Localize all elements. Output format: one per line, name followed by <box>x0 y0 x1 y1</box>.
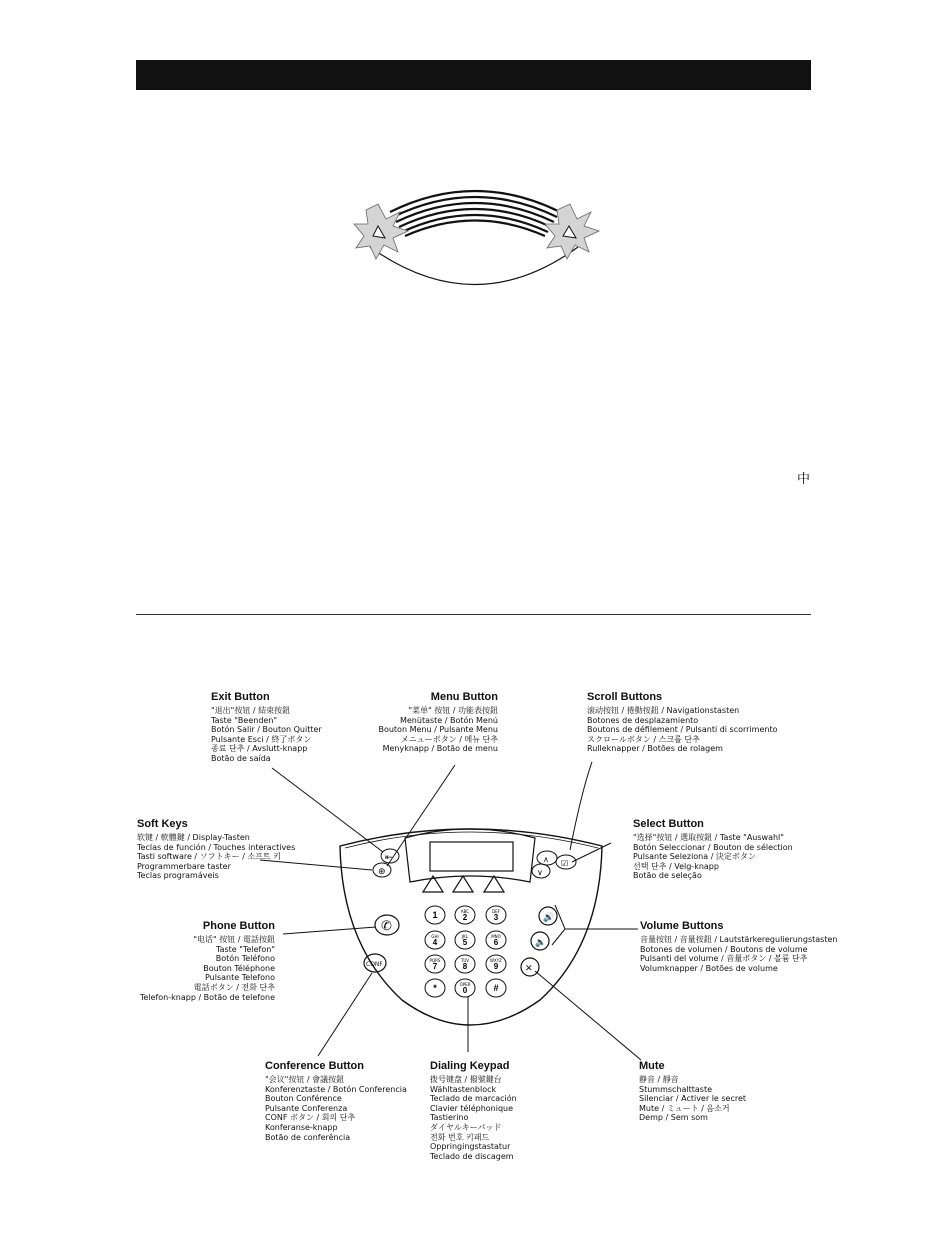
speaker-arc-illustration <box>370 191 578 285</box>
callout-title: Soft Keys <box>137 818 188 830</box>
mute-callout <box>639 1060 746 1123</box>
keypad-key-letters: JKL <box>461 934 469 939</box>
callout-line: メニューボタン / 메뉴 단추 <box>400 734 498 744</box>
flash-icon <box>545 204 599 259</box>
conference-button-callout <box>265 1060 407 1142</box>
callout-line: Botones de desplazamiento <box>587 715 699 725</box>
callout-line: Botão de seleção <box>633 871 702 881</box>
keypad-key-letters: WXYZ <box>490 958 502 963</box>
callout-line: Botón Teléfono <box>215 954 275 964</box>
keypad-key-number: 3 <box>493 913 499 922</box>
keypad-key-number: 0 <box>462 986 468 995</box>
callout-line: Botão de saída <box>211 753 271 763</box>
callout-line: Boutons de défilement / Pulsanti di scorrimento <box>587 725 778 735</box>
console-top-rim <box>345 832 598 848</box>
callout-line: Clavier téléphonique <box>430 1103 514 1113</box>
leader-lines <box>260 762 641 1060</box>
keypad-key[interactable] <box>455 979 475 997</box>
exit-button-callout <box>211 691 322 764</box>
callout-line: Pulsante Esci / 終了ボタン <box>211 734 312 744</box>
callout-line: Programmerbare taster <box>137 861 231 871</box>
dialing-keypad <box>425 906 506 997</box>
callout-line: Botones de volumen / Boutons de volume <box>640 944 808 954</box>
keypad-key-number: 1 <box>432 910 438 920</box>
callout-line: "会议"按钮 / 會議按鈕 <box>265 1075 345 1084</box>
phone-handset-icon: ✆ <box>381 919 392 934</box>
phone-button-callout <box>140 920 275 1002</box>
callout-title: Exit Button <box>211 691 270 703</box>
callout-line: Volumknapper / Botões de volume <box>640 963 778 973</box>
keypad-key-letters: TUV <box>460 958 470 963</box>
callout-line: Pulsante Conferenza <box>265 1103 348 1113</box>
select-button-callout <box>633 818 793 881</box>
keypad-key[interactable] <box>455 955 475 973</box>
callout-title: Volume Buttons <box>640 920 724 932</box>
volume-buttons-callout <box>640 920 837 973</box>
callout-line: Wähltastenblock <box>430 1084 497 1094</box>
callout-title: Conference Button <box>265 1060 364 1072</box>
speaker-low-icon: 🔈 <box>535 938 547 948</box>
callout-line: Rulleknapper / Botões de rolagem <box>587 744 723 754</box>
callout-line: Demp / Sem som <box>639 1113 708 1123</box>
callout-line: Menütaste / Botón Menú <box>399 715 498 725</box>
callout-line: Mute / ミュート / 음소거 <box>639 1103 730 1113</box>
callout-title: Select Button <box>633 818 704 830</box>
callout-line: "菜单" 按钮 / 功能表按鈕 <box>408 706 498 715</box>
callout-title: Dialing Keypad <box>430 1060 510 1072</box>
keypad-key-number: 5 <box>462 938 468 947</box>
select-icon: ☑ <box>561 859 569 868</box>
callout-line: 软键 / 軟體鍵 / Display-Tasten <box>137 833 250 842</box>
callout-line: Teclas programáveis <box>137 871 219 881</box>
callout-line: Oppringingstastatur <box>430 1142 511 1152</box>
callout-line: Bouton Téléphone <box>203 963 275 973</box>
keypad-key-number: 7 <box>432 962 438 971</box>
keypad-key-letters: DEF <box>492 909 500 914</box>
callout-line: 종료 단추 / Avslutt-knapp <box>211 744 308 754</box>
callout-line: Tastierino <box>430 1113 469 1123</box>
scroll-buttons-callout <box>587 691 778 754</box>
keypad-key[interactable] <box>455 931 475 949</box>
callout-line: 音量按钮 / 音量按鈕 / Lautstärkeregulierungstasten <box>640 935 838 944</box>
keypad-key[interactable] <box>425 906 445 924</box>
scroll-up-icon: ∧ <box>543 855 549 864</box>
keypad-key-letters: MNO <box>491 934 501 939</box>
soft-key-middle[interactable] <box>453 876 473 892</box>
callout-line: 拨号键盘 / 撥號鍵台 <box>430 1075 502 1084</box>
keypad-key[interactable] <box>425 955 445 973</box>
callout-line: Teclas de función / Touches interactives <box>137 842 296 852</box>
callout-line: 선택 단추 / Velg-knapp <box>633 861 719 871</box>
callout-line: Menyknapp / Botão de menu <box>382 744 498 754</box>
callout-line: Bouton Conférence <box>265 1094 342 1104</box>
callout-line: 電話ボタン / 전화 단추 <box>193 982 275 992</box>
callout-line: 滚动按钮 / 捲動按鈕 / Navigationstasten <box>587 706 740 715</box>
flash-icon <box>354 204 408 259</box>
callout-line: Teclado de discagem <box>430 1151 514 1161</box>
display-screen <box>430 842 513 871</box>
callout-line: "选择"按钮 / 選取按鈕 / Taste "Auswahl" <box>633 833 784 842</box>
keypad-key-number: # <box>493 983 499 993</box>
keypad-key[interactable] <box>486 931 506 949</box>
callout-line: Taste "Telefon" <box>216 944 275 954</box>
keypad-key-number: 2 <box>462 913 468 922</box>
callout-line: Konferanse-knapp <box>265 1122 338 1132</box>
callout-line: Konferenztaste / Botón Conferencia <box>265 1084 407 1094</box>
keypad-key[interactable] <box>455 906 475 924</box>
callout-line: CONF ボタン / 회의 단추 <box>265 1113 356 1123</box>
callout-line: "退出"按钮 / 結束按鈕 <box>211 706 291 715</box>
keypad-key-number: * <box>433 983 437 993</box>
keypad-key-letters: GHI <box>431 934 439 939</box>
callout-line: ダイヤルキーパッド <box>430 1122 502 1132</box>
callout-line: Pulsante Seleziona / 決定ボタン <box>633 852 756 862</box>
display-bezel <box>405 829 535 882</box>
callout-title: Mute <box>639 1060 665 1072</box>
callout-line: Pulsante Telefono <box>205 973 275 983</box>
conference-label: CONF <box>366 961 383 968</box>
keypad-key-number: 4 <box>432 938 438 947</box>
callout-line: "电话" 按钮 / 電話按鈕 <box>193 935 275 944</box>
callout-title: Menu Button <box>430 691 498 703</box>
keypad-key-number: 6 <box>493 938 499 947</box>
keypad-key[interactable] <box>486 979 506 997</box>
callout-line: Stummschalttaste <box>639 1084 713 1094</box>
keypad-key[interactable] <box>486 955 506 973</box>
speaker-high-icon: 🔊 <box>543 913 555 923</box>
callout-line: スクロールボタン / 스크롤 단추 <box>587 734 700 744</box>
callout-line: Botón Seleccionar / Bouton de sélection <box>633 842 793 852</box>
keypad-key-number: 8 <box>462 962 468 971</box>
callout-line: 전화 번호 키패드 <box>430 1132 490 1142</box>
callout-line: Pulsanti del volume / 音量ボタン / 볼륨 단추 <box>640 954 808 964</box>
keypad-key[interactable] <box>425 979 445 997</box>
menu-icon: ⊕ <box>378 867 386 877</box>
callout-line: Silenciar / Activer le secret <box>639 1094 747 1104</box>
keypad-key-letters: OPER <box>459 982 471 987</box>
menu-button-callout <box>378 691 498 754</box>
arc-base <box>370 247 578 285</box>
soft-key-right[interactable] <box>484 876 504 892</box>
keypad-key[interactable] <box>425 931 445 949</box>
callout-line: Botón Salir / Bouton Quitter <box>211 725 322 735</box>
callout-title: Phone Button <box>202 920 275 932</box>
callout-title: Scroll Buttons <box>587 691 663 703</box>
callout-line: Telefon-knapp / Botão de telefone <box>139 992 275 1002</box>
callout-line: Botão de conferência <box>265 1132 351 1142</box>
dialing-keypad-callout <box>430 1060 517 1161</box>
callout-line: Taste "Beenden" <box>211 715 278 725</box>
keypad-key-letters: ABC <box>460 909 470 914</box>
keypad-key[interactable] <box>486 906 506 924</box>
callout-line: Tasti software / ソフトキー / 소프트 키 <box>137 852 281 862</box>
keypad-key-number: 9 <box>493 962 499 971</box>
mute-icon: ✕ <box>525 964 533 974</box>
callout-line: 静音 / 靜音 <box>639 1075 679 1084</box>
exit-icon: ⇤ <box>385 853 393 863</box>
keypad-key-letters: PQRS <box>429 958 441 963</box>
soft-keys-callout <box>137 818 295 881</box>
scroll-down-icon: ∨ <box>537 868 543 877</box>
callout-line: Bouton Menu / Pulsante Menu <box>378 725 498 735</box>
language-tab-char: 中 <box>797 472 811 487</box>
callout-line: Teclado de marcación <box>430 1094 517 1104</box>
